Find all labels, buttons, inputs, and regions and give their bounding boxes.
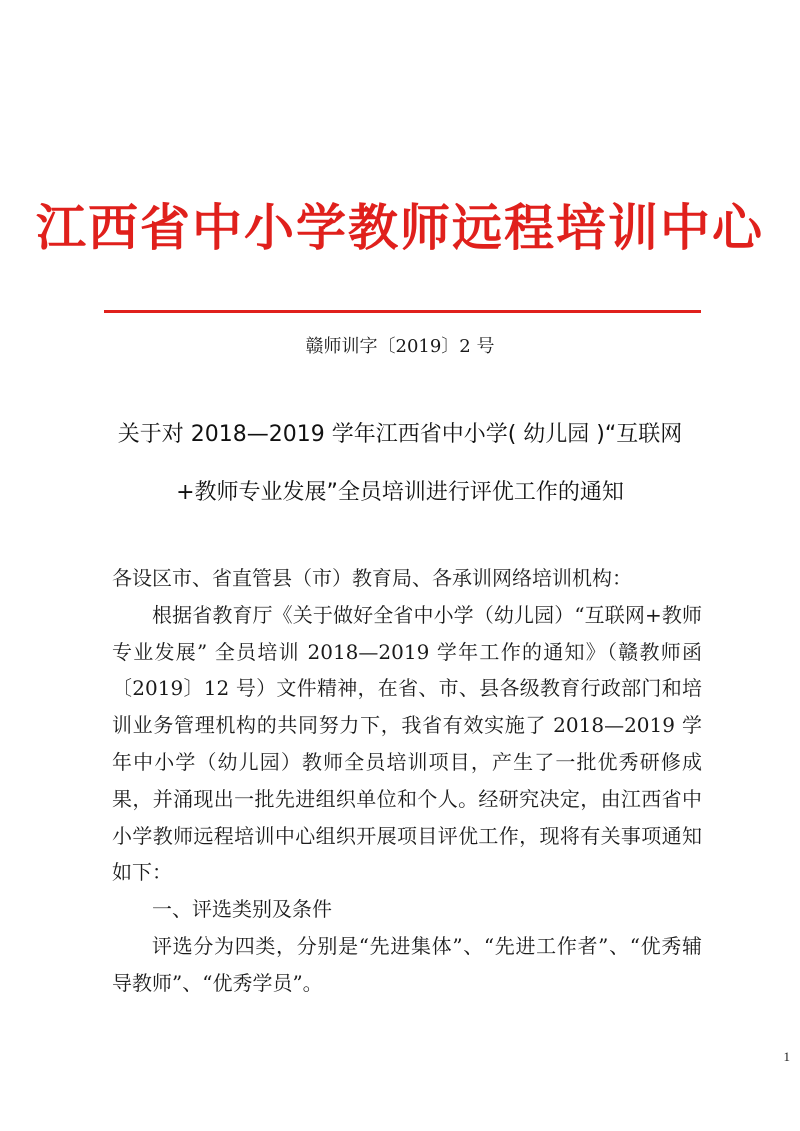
salutation: 各设区市、省直管县（市）教育局、各承训网络培训机构： (112, 566, 632, 590)
red-divider (104, 310, 701, 313)
notice-title-line2: +教师专业发展”全员培训进行评优工作的通知 (176, 480, 624, 505)
notice-title-line1: 关于对 2018—2019 学年江西省中小学( 幼儿园 )“互联网 (117, 422, 683, 447)
section-heading: 一、评选类别及条件 (152, 897, 332, 922)
document-number: 赣师训字〔2019〕2 号 (305, 336, 495, 357)
notice-body (112, 560, 702, 1002)
organization-title: 江西省中小学教师远程培训中心 (36, 198, 764, 257)
body-paragraph: 评选分为四类，分别是“先进集体”、“先进工作者”、“优秀辅导教师”、“优秀学员”。 (112, 933, 702, 995)
page-number: 1 (783, 1049, 790, 1064)
body-paragraph: 根据省教育厅《关于做好全省中小学（幼儿园）“互联网+教师专业发展” 全员培训 2018—2019 学年工作的通知》（赣教师函〔2019〕12 号）文件精神，在省、市、县各级教育行政部门和培训业务管理机构的共同努力下，我省有效实施了 2018—2019 学年中小学（幼儿园）教师全员培训项目，产生了一批优秀研修成果，并涌现出一批先进组织单位和个人。经研究决定，由江西省中小学教师远程培训中心组织开展项目评优工作，现将有关事项通知如下： (112, 602, 702, 885)
